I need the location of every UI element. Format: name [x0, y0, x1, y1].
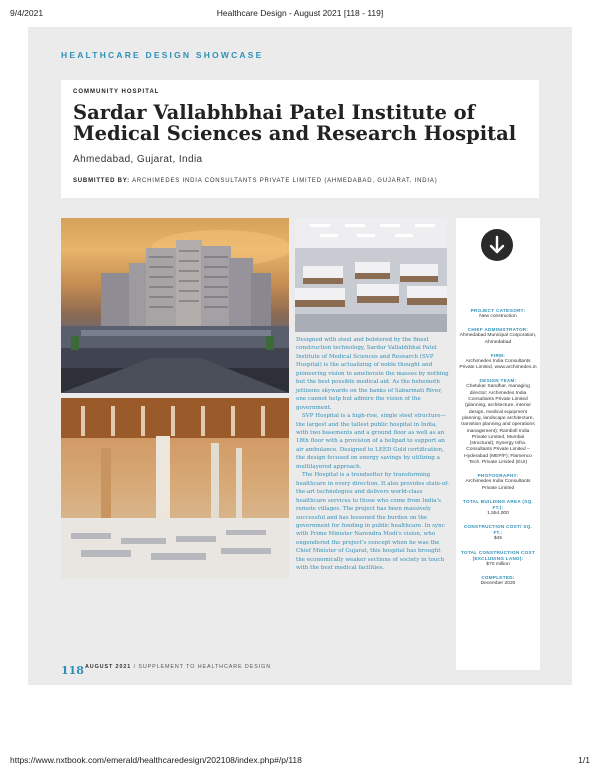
project-location: Ahmedabad, Gujarat, India [73, 154, 203, 165]
fact-label: TOTAL CONSTRUCTION COST (EXCLUDING LAND): [460, 549, 536, 561]
office-photo [295, 218, 447, 332]
print-date: 9/4/2021 [10, 8, 44, 18]
article-paragraph: SVP Hospital is a high-rise, single steel structure—the largest and the tallest public hospital in India, with two basements and a ground floor as well as an 18th floor with a provision of a helipad to support an air ambulance. Designed to LEED Gold certification, the design focused on energy savings by utilizing a multilayered approach. [296, 413, 447, 470]
article-body [296, 336, 450, 573]
fact-value: $70 million [486, 561, 510, 567]
article-paragraph: Designed with steel and bolstered by the finest construction technology, Sardar Vallabhbhai Patel Institute of Medical Sciences and Research (SVP Hospital) is the actualizing of noble thought and pioneering vision to ameliorate the masses by nothing but the best possible medical aid. As the behemoth jettisons skywards on the banks of Sabarmati River, one cannot help but admire the vision of the government. [296, 337, 449, 411]
folio-issue: AUGUST 2021 [85, 664, 132, 670]
fact-item [459, 499, 537, 517]
folio-page-number: 118 [61, 664, 84, 677]
submitted-by-value: ARCHIMEDES INDIA CONSULTANTS PRIVATE LIMITED (AHMEDABAD, GUJARAT, INDIA) [132, 178, 438, 184]
folio-issue-line [85, 664, 271, 670]
lobby-illustration [61, 398, 289, 578]
fact-value: December 2020 [480, 580, 516, 586]
fact-label: DESIGN TEAM: [479, 378, 517, 384]
submitted-by [73, 178, 438, 184]
project-facts-sidebar [456, 218, 540, 670]
fact-label: CONSTRUCTION COST/ SQ. FT.: [463, 524, 533, 536]
fact-label: TOTAL BUILDING AREA (SQ. FT.): [462, 498, 534, 510]
print-title: Healthcare Design - August 2021 [118 - 119] [216, 8, 384, 18]
magazine-page [28, 27, 572, 685]
page-folio [61, 661, 272, 679]
facts-list [459, 308, 537, 594]
fact-value: $45 [493, 536, 503, 542]
print-page-count: 1/1 [578, 755, 590, 765]
fact-item [459, 378, 537, 466]
lobby-photo [61, 398, 289, 578]
project-category: COMMUNITY HOSPITAL [73, 89, 160, 95]
fact-item [459, 353, 537, 372]
fact-value: Chetukar Sandhar, managing director; Archimedes India Consultants Private Limited (planning, architecture, interior design, medical equipment planning, landscape architecture, transition planning and operations management); Ramboll India Private Limited, Mumbai (structural); Synergy Infra. Consultants Private Limited – Hyderabad (MEP/F); Flamenco Tech. Private Limited (EUI) [461, 384, 535, 466]
browser-print-header [10, 8, 590, 20]
article-paragraph: The Hospital is a trendsetter by transforming healthcare in every direction. It also provides state-of-the-art technologies and delivers world-class healthcare services to those who come from India's remote villages. The project has been massively successful and has lessened the burden on the government for funding in public healthcare. In sync with Prime Minister Narendra Modi's vision, who engendered the project's concept when he was the Chief Minister of Gujarat, this hospital has brought the economically weaker sections of society in touch with the best medical facilities. [296, 472, 449, 572]
fact-value: 1,554,000 [487, 510, 509, 516]
print-url: https://www.nxtbook.com/emerald/healthcaredesign/202108/index.php#/p/118 [10, 755, 302, 765]
fact-item [459, 550, 537, 568]
fact-item [459, 473, 537, 492]
fact-label: PHOTOGRAPHY: [477, 473, 519, 479]
submitted-by-label: SUBMITTED BY: [73, 178, 130, 184]
fact-value: Ahmedabad Municipal Corporation, Ahmedabad [459, 333, 537, 345]
section-label: HEALTHCARE DESIGN SHOWCASE [61, 50, 264, 60]
fact-label: FIRM: [490, 352, 506, 358]
down-arrow-icon [481, 229, 513, 261]
fact-value: New construction [479, 314, 517, 319]
fact-item [459, 327, 537, 346]
project-title: Sardar Vallabhbhai Patel Institute of Medical Sciences and Research Hospital [73, 101, 517, 145]
fact-label: COMPLETED: [481, 574, 515, 580]
exterior-illustration [61, 218, 289, 393]
fact-item [459, 524, 537, 542]
fact-item [459, 575, 537, 587]
fact-label: PROJECT CATEGORY: [470, 308, 526, 313]
office-illustration [295, 218, 447, 332]
project-header [61, 80, 539, 198]
browser-print-footer [10, 755, 590, 767]
folio-supplement: / SUPPLEMENT TO HEALTHCARE DESIGN [133, 664, 272, 670]
fact-label: CHIEF ADMINISTRATOR: [467, 327, 529, 333]
fact-value: Archimedes India Consultants Private Limited [465, 479, 531, 491]
fact-value: Archimedes India Consultants Private Limited, www.archimedes.in [459, 358, 537, 371]
exterior-photo [61, 218, 289, 393]
fact-item [459, 308, 537, 320]
